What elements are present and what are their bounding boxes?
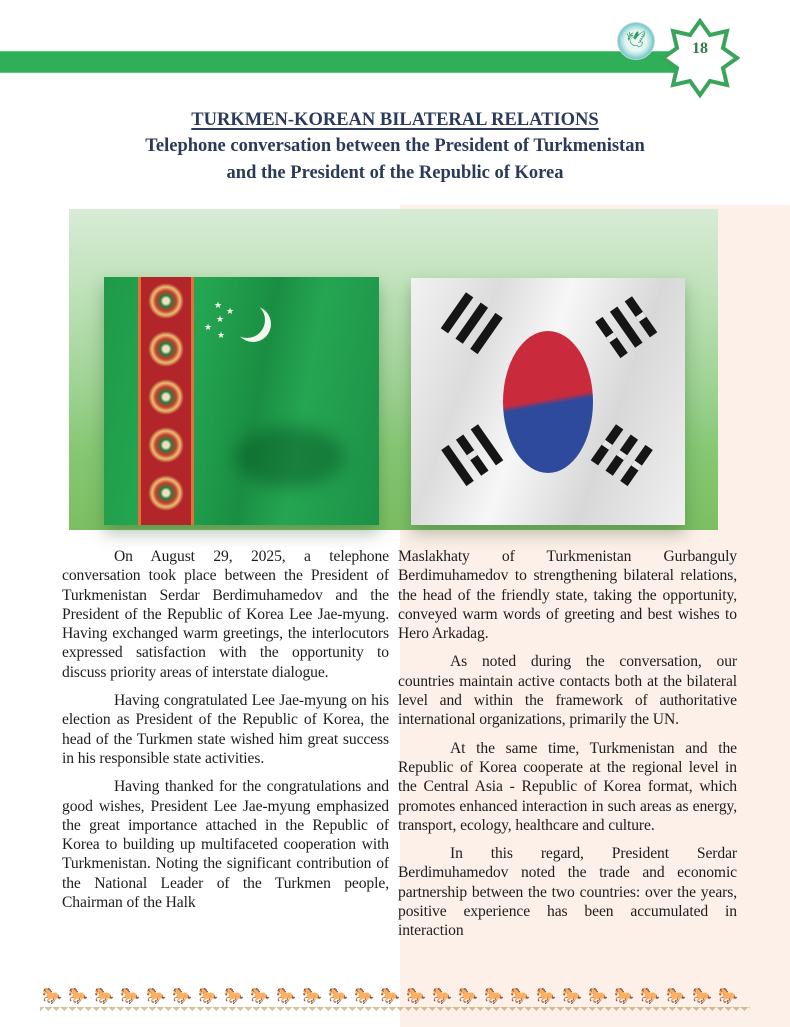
flag-fold-shadow <box>234 427 344 487</box>
horse-icon: 🐎 <box>198 988 218 1005</box>
horse-icon: 🐎 <box>120 988 140 1005</box>
horse-icon: 🐎 <box>458 988 478 1005</box>
star-icon: ★ <box>226 306 235 316</box>
horse-icon: 🐎 <box>666 988 686 1005</box>
page-number: 18 <box>692 40 708 57</box>
article-column-right <box>398 547 737 950</box>
article-title-block <box>60 107 730 187</box>
horse-icon: 🐎 <box>718 988 738 1005</box>
header-bar <box>0 51 680 73</box>
horse-icon: 🐎 <box>250 988 270 1005</box>
horse-icon: 🐎 <box>484 988 504 1005</box>
horse-icon: 🐎 <box>536 988 556 1005</box>
carpet-gul-icon <box>148 475 184 511</box>
korea-flag <box>411 278 685 525</box>
horse-icon: 🐎 <box>146 988 166 1005</box>
crescent-icon <box>229 302 265 338</box>
paragraph: In this regard, President Serdar Berdimuhamedov noted the trade and economic partnership between the two countries: over the years, positive experience has been accumulated in interaction <box>398 845 737 940</box>
horse-icon: 🐎 <box>94 988 114 1005</box>
section-title: TURKMEN-KOREAN BILATERAL RELATIONS <box>191 110 599 130</box>
trigram-gam-icon <box>589 294 660 362</box>
horse-row <box>40 988 750 1006</box>
horse-icon: 🐎 <box>354 988 374 1005</box>
paragraph: At the same time, Turkmenistan and the Republic of Korea cooperate at the regional level in the Central Asia - Republic of Korea format, which promotes enhanced interaction in such areas as energy, transport, ecology, healthcare and culture. <box>398 739 737 834</box>
star-badge-icon <box>660 18 740 98</box>
trigram-geon-icon <box>437 290 508 358</box>
horse-icon: 🐎 <box>406 988 426 1005</box>
carpet-gul-icon <box>148 379 184 415</box>
trigram-gon-icon <box>587 422 658 490</box>
carpet-gul-icon <box>148 427 184 463</box>
star-icon: ★ <box>214 300 223 310</box>
carpet-gul-icon <box>148 283 184 319</box>
paragraph: Having thanked for the congratulations and good wishes, President Lee Jae-myung emphasized the great importance attached in the Republic of Korea to building up multifaceted cooperation with Turkmenistan. Noting the significant contribution of the National Leader of the Turkmen people, Chairman of the Halk <box>62 778 389 912</box>
horse-icon: 🐎 <box>302 988 322 1005</box>
paragraph: On August 29, 2025, a telephone conversation took place between the President of Turkmenistan Serdar Berdimuhamedov and the President of the Republic of Korea Lee Jae-myung. Having exchanged warm greetings, the interlocutors expressed satisfaction with the opportunity to discuss priority areas of interstate dialogue. <box>62 548 389 681</box>
horse-icon: 🐎 <box>692 988 712 1005</box>
star-icon: ★ <box>217 330 226 340</box>
horse-icon: 🐎 <box>42 988 62 1005</box>
horse-icon: 🐎 <box>380 988 400 1005</box>
dove-emblem-icon <box>617 22 655 60</box>
image-side-background <box>718 205 790 535</box>
star-icon: ★ <box>204 322 213 332</box>
carpet-guls-stripe <box>138 277 194 525</box>
horse-icon: 🐎 <box>614 988 634 1005</box>
article-subtitle-line-2: and the President of the Republic of Korea <box>226 163 564 183</box>
paragraph: Having congratulated Lee Jae-myung on his election as President of the Republic of Korea, the head of the Turkmen state wished him great success in his responsible state activities. <box>62 692 389 767</box>
ornament-zigzag <box>40 1007 750 1015</box>
trigram-ri-icon <box>435 422 506 490</box>
horse-icon: 🐎 <box>432 988 452 1005</box>
horse-icon: 🐎 <box>510 988 530 1005</box>
horse-icon: 🐎 <box>640 988 660 1005</box>
horse-icon: 🐎 <box>276 988 296 1005</box>
horse-icon: 🐎 <box>588 988 608 1005</box>
paragraph: As noted during the conversation, our countries maintain active contacts both at the bilateral level and within the framework of authoritative international organizations, primarily the UN. <box>398 653 737 729</box>
horse-icon: 🐎 <box>224 988 244 1005</box>
paragraph-continuation: Maslakhaty of Turkmenistan Gurbanguly Berdimuhamedov to strengthening bilateral relations, the head of the friendly state, taking the opportunity, conveyed warm words of greeting and best wishes to Hero Arkadag. <box>398 548 737 643</box>
horse-icon: 🐎 <box>328 988 348 1005</box>
horse-icon: 🐎 <box>68 988 88 1005</box>
taegeuk-icon <box>503 331 593 473</box>
carpet-gul-icon <box>148 331 184 367</box>
horse-frieze-icon <box>40 988 750 1016</box>
star-icon: ★ <box>216 314 225 324</box>
dove-icon: 🕊 <box>626 32 647 49</box>
horse-icon: 🐎 <box>562 988 582 1005</box>
article-column-left <box>62 547 389 921</box>
horse-icon: 🐎 <box>172 988 192 1005</box>
turkmenistan-flag <box>104 277 379 525</box>
article-subtitle-line-1: Telephone conversation between the President of Turkmenistan <box>145 136 645 156</box>
